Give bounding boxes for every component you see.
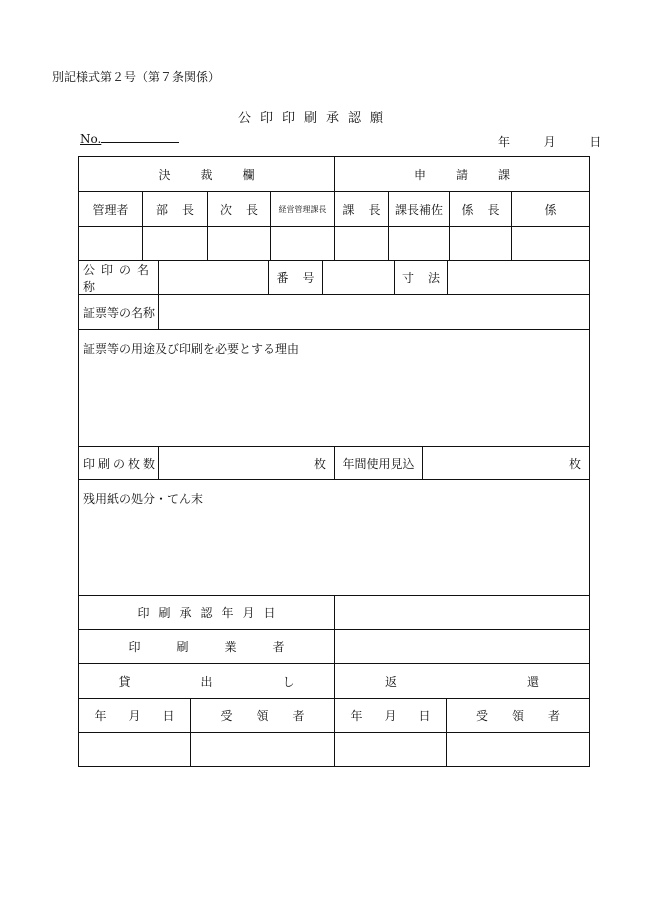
- size-field[interactable]: [448, 261, 589, 294]
- seal-box-department-head[interactable]: [143, 227, 207, 260]
- seal-box-manager[interactable]: [79, 227, 142, 260]
- certificate-name-label: 証票等の名称: [83, 305, 156, 320]
- number-label: 番号: [276, 271, 329, 285]
- document-number-label: No.: [80, 132, 102, 146]
- seal-name-field[interactable]: [159, 261, 268, 294]
- approver-manager-header: 管理者: [92, 202, 129, 217]
- print-approval-date-field[interactable]: [335, 596, 589, 629]
- date-day: 日: [589, 135, 602, 149]
- print-approval-date-label: 印刷承認年月日: [137, 606, 285, 620]
- size-label: 寸法: [401, 271, 454, 285]
- form-title: 公印印刷承認願: [237, 111, 392, 126]
- seal-box-deputy-head[interactable]: [208, 227, 270, 260]
- applicant-section-header: 申請課: [413, 167, 540, 182]
- return-date-header: 年月日: [350, 709, 453, 723]
- lending-header: 貸出し: [118, 674, 365, 689]
- seal-box-subsection-chief[interactable]: [450, 227, 511, 260]
- approver-department-head-header: 部長: [155, 202, 208, 217]
- seal-name-label: 公印の名称: [83, 262, 156, 294]
- certificate-name-field[interactable]: [159, 295, 589, 329]
- print-count-field[interactable]: [159, 447, 334, 479]
- annual-usage-field[interactable]: [423, 447, 589, 479]
- seal-box-section-chief[interactable]: [335, 227, 388, 260]
- annual-usage-label: 年間使用見込: [342, 456, 415, 471]
- approval-form-table: [78, 156, 669, 767]
- reason-label: 証票等の用途及び印刷を必要とする理由: [83, 342, 300, 356]
- lend-date-field[interactable]: [79, 733, 190, 766]
- approver-management-chief-header: 経営管理課長: [278, 204, 327, 214]
- return-receiver-header: 受領者: [475, 709, 584, 723]
- lend-date-header: 年月日: [94, 709, 197, 723]
- return-receiver-field[interactable]: [447, 733, 589, 766]
- document-number-blank[interactable]: [101, 141, 179, 143]
- printer-label: 印刷業者: [128, 640, 321, 654]
- lend-receiver-header: 受領者: [220, 709, 329, 723]
- form-number-caption: 別記様式第２号（第７条関係）: [52, 70, 221, 84]
- applicant-section-chief-header: 課長: [342, 202, 395, 217]
- seal-box-management-chief[interactable]: [271, 227, 334, 260]
- disposal-field[interactable]: [79, 480, 589, 605]
- approver-deputy-head-header: 次長: [219, 202, 272, 217]
- date-month: 月: [543, 135, 556, 149]
- disposal-label: 残用紙の処分・てん末: [83, 492, 204, 506]
- applicant-staff-header: 係: [544, 202, 557, 217]
- date-year: 年: [498, 135, 511, 149]
- lend-receiver-field[interactable]: [191, 733, 334, 766]
- seal-box-assistant-chief[interactable]: [389, 227, 449, 260]
- sheet-unit-annual: 枚: [568, 456, 581, 471]
- document-number: [80, 132, 179, 146]
- approval-column-header: 決裁欄: [158, 167, 285, 182]
- number-field[interactable]: [323, 261, 394, 294]
- applicant-subsection-chief-header: 係長: [461, 202, 514, 217]
- return-header: 返還: [384, 674, 669, 689]
- applicant-assistant-chief-header: 課長補佐: [394, 202, 443, 217]
- sheet-unit: 枚: [313, 456, 326, 471]
- return-date-field[interactable]: [335, 733, 446, 766]
- application-date: [498, 133, 601, 150]
- seal-box-staff[interactable]: [512, 227, 589, 260]
- print-count-label: 印刷の枚数: [83, 456, 159, 471]
- reason-field[interactable]: [79, 330, 589, 456]
- printer-field[interactable]: [335, 630, 589, 663]
